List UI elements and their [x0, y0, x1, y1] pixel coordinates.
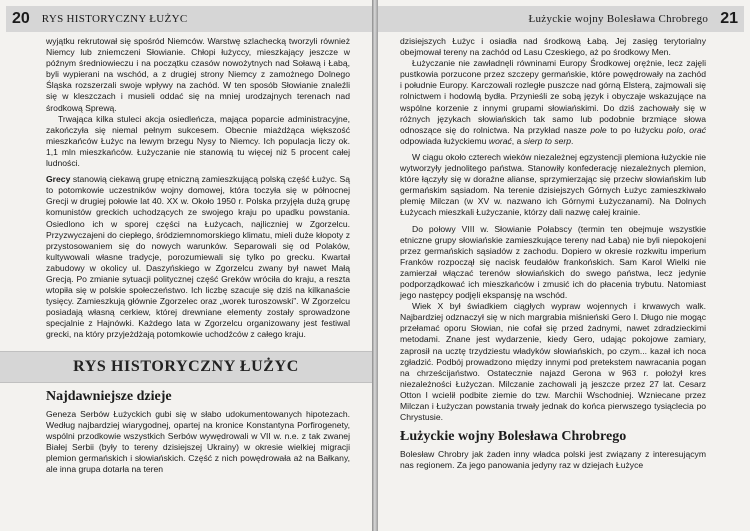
- italic-word: sierp to serp: [523, 135, 572, 146]
- paragraph: wyjątku rekrutował się spośród Niemców. Warstwę szlachecką tworzyli również Niemcy lub zniemczeni Słowianie. Chłopi łużyccy, mieszkający jeszcze w późnym średniowieczu i na początku czasów nowożytnych nad Soławą i Łabą, byli wypierani na wschód, a z drugiej strony Niemcy z zamożnego Dolnego Śląska rozszerzali swoje wpływy na zachód. W ten sposób Słowianie znaleźli się w kleszczach i musieli oddać się na mniej urodzajnych terenach nad środkową Sprewą.: [46, 36, 350, 113]
- paragraph-text: stanowią ciekawą grupę etniczną zamieszkującą polską część Łużyc. Są to potomkowie uczestników wojny domowej, która toczyła się w północnej Grecji w drugiej połowie lat 40. XX w. Około 1950 r. Polska przyjęła dużą grupę komunistów greckich uchodzących ze swojego kraju po upadku powstania. Osiedlono ich w sporej części na Łużycach, najliczniej w Zgorzelcu. Przyzwyczajeni do ciepłego, śródziemnomorskiego klimatu, mieli duże kłopoty z przystosowaniem się do nowych warunków. Separowali się od Polaków, kultywowali własne tradycje, porozumiewali się tylko po grecku. Kwartał zabudowy w okolicy ul. Daszyńskiego w Zgorzelcu zwany był nawet Małą Grecją. Po zmianie sytuacji politycznej część Greków wróciła do kraju, a reszta wtopiła się w polskie społeczeństwo. Ich liczbę szacuje się dziś na kilkanaście tysięcy. Zamieszkują głównie Zgorzelec oraz „worek turoszowski”. W Zgorzelcu posiadają własną cerkiew, której drewniane elementy zostały sprowadzone specjalnie z Hajnówki. Każdego lata w Zgorzelcu organizowany jest festiwal grecki, na który przyjeżdżają potomkowie uchodźców z całego kraju.: [46, 174, 350, 340]
- section-title: Łużyckie wojny Bolesława Chrobrego: [400, 429, 627, 445]
- italic-word: worać: [488, 135, 512, 146]
- paragraph: Bolesław Chrobry jak żaden inny władca polski jest związany z interesującym nas regionem. Za jego panowania jedyny raz w dziejach Łużyce: [400, 449, 706, 471]
- keyword-grecy: Grecy: [46, 174, 71, 185]
- paragraph: dzisiejszych Łużyc i osiadła nad środkową Łabą. Jej zasięg terytorialny obejmował tereny na zachód od Lasu Czeskiego, aż po środkowy Men.: [400, 36, 706, 58]
- text-run: ,: [683, 124, 690, 135]
- paragraph-vocabulary: [400, 58, 706, 147]
- paragraph-greeks: [46, 174, 350, 340]
- paragraph: W ciągu około czterech wieków niezależnej egzystencji plemiona łużyckie nie wytworzyły jednolitego państwa. Stanowiły konfederację niezależnych plemion, które łączyły się w doraźne alianse, sprzymierzając się przeciw słowiańskim lub germańskim sąsiadom. Na terenie dzisiejszych Górnych Łużyc zamieszkiwało plemię Milczan (w XV w. nazwano ich Górnymi Łużyczanami). Na Dolnych Łużycach mieszkali Łużyczanie, którzy dali nazwę całej krainie.: [400, 151, 706, 218]
- italic-word: orać: [689, 124, 707, 135]
- chapter-banner: [0, 351, 372, 383]
- text-run: to po łużycku: [606, 124, 667, 135]
- left-page-text: [46, 36, 350, 529]
- section-title: Najdawniejsze dzieje: [46, 388, 172, 404]
- text-run: , a: [511, 135, 524, 146]
- running-title: Łużyckie wojny Bolesława Chrobrego: [528, 13, 709, 25]
- left-page-header: [6, 6, 372, 32]
- text-run: .: [571, 135, 574, 146]
- text-run: odpowiada łużyckiemu: [400, 135, 489, 146]
- paragraph: Wiek X był świadkiem ciągłych wypraw wojennych i krwawych walk. Najbardziej odznaczył się w nich margrabia miśnieński Gero I. Długo nie mogąc przełamać oporu Słowian, nie cofał się przed żadnymi, nawet zdradzieckimi metodami. Znane jest wydarzenie, kiedy Gero, udając pokojowe zamiary, zaprosił na ucztę trzydziestu władyków słowiańskich, po czym... kazał ich noca zgładzić. Podbój prowadzono między innymi pod pretekstem nawracania pogan na chrześcijaństwo. Ostatecznie najazd Gerona w 963 r. położył kres niezależności Łużyczan. Milczanie zachowali ją jeszcze przez 27 lat. Cesarz Otton I wcielił podbite ziemie do tzw. Marchii Wschodniej. Wzniecane przez Milczan i Łużyczan powstania trwały jednak do końca pierwszego tysiąclecia po Chrystusie.: [400, 301, 706, 423]
- italic-word: polo: [666, 124, 684, 135]
- page-number: 20: [12, 10, 30, 27]
- right-page-header: [378, 6, 744, 32]
- chapter-title: RYS HISTORYCZNY ŁUŻYC: [73, 357, 299, 375]
- right-page: [378, 0, 750, 531]
- running-title: RYS HISTORYCZNY ŁUŻYC: [41, 13, 188, 25]
- paragraph: Do połowy VIII w. Słowianie Połabscy (termin ten obejmuje wszystkie etniczne grupy słowiańskie zamieszkujące tereny nad Łabą) nie byli niepokojeni przez germańskich sąsiadów z zachodu. Dopiero w okresie rozkwitu imperium Franków rozpoczął się nacisk feudałów frankońskich. Sam Karol Wielki nie zamierzał włączać terenów słowiańskich do swego państwa, lecz jedynie podporządkować ich mieszkańców i zmusić ich do płacenia trybutu. Natomiast jego następcy podjęli ekspansję na wschód.: [400, 223, 706, 301]
- paragraph: Geneza Serbów Łużyckich gubi się w słabo udokumentowanych hipotezach. Według najbardziej wiarygodnej, opartej na kronice Konstantyna Porfirogenety, wspólni przodkowie wszystkich Serbów wywędrowali w VII w. n.e. z tak zwanej Białej Serbii (były to tereny dzisiejszej Ukrainy) w okresie wielkiej migracji plemion germańskich i słowiańskich. Część z nich powędrowała aż na Bałkany, ale inna grupa dotarła na teren: [46, 408, 350, 474]
- right-page-text: [400, 36, 706, 529]
- text-run: Łużyczanie nie zawładnęli równinami Europy Środkowej orężnie, lecz zajęli pustkowia porzucone przez szczepy germańskie, które powędrowały na zachód i południe Europy. Karczowali rozległe puszcze nad górną Elsterą, zajmowali się rolnictwem i hodowlą bydła. Przynieśli ze sobą język i obyczaje wskazujące na wspólne korzenie z innymi grupami słowiańskimi. Do dziś zachowały się w różnych językach słowiańskich tak samo lub podobnie brzmiące słowa odnoszące się do rolnictwa. Na przykład nasze: [400, 58, 706, 135]
- page-number: 21: [720, 10, 738, 27]
- italic-word: pole: [590, 124, 607, 135]
- paragraph: Trwająca kilka stuleci akcja osiedleńcza, mająca poparcie administracyjne, zakończyła się niemal pełnym sukcesem. Obecnie miażdżąca większość mieszkańców Łużyc na lewym brzegu Nysy to Niemcy. Ich populacja liczy ok. 1,1 mln mieszkańców. Łużyczanie nie stanowią tu więcej niż 5 procent całej ludności.: [46, 113, 350, 169]
- left-page: [0, 0, 372, 531]
